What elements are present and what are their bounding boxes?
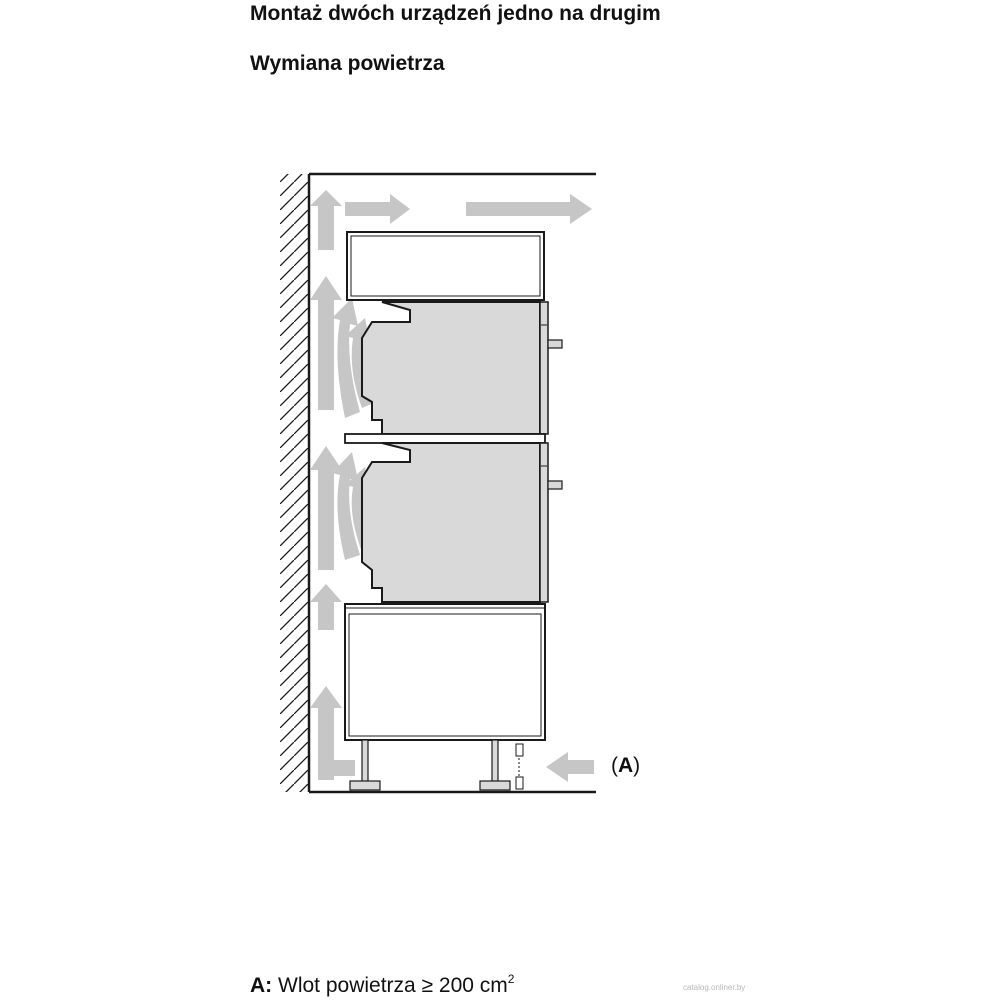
legend-text: Wlot powietrza ≥ 200 cm [278, 974, 508, 997]
lower-oven-door [540, 443, 548, 602]
top-cabinet [347, 232, 544, 300]
middle-shelf [345, 434, 545, 443]
legend-superscript: 2 [507, 972, 515, 986]
base-cabinet [345, 604, 545, 740]
section-subtitle: Wymiana powietrza [250, 52, 445, 75]
upper-oven [362, 302, 540, 434]
air-inlet-marker: (A) [611, 754, 641, 777]
upper-oven-door [540, 302, 548, 434]
page-title: Montaż dwóch urządzeń jedno na drugim [250, 2, 661, 25]
upper-oven-knob [548, 340, 562, 348]
plinth-bottom [516, 777, 523, 789]
cabinet-leg-right [492, 740, 498, 782]
lower-oven [362, 443, 540, 602]
legend-caption [250, 972, 514, 998]
plinth-top [516, 744, 523, 756]
cabinet-leg-left [362, 740, 368, 782]
legend-key: A: [250, 974, 273, 997]
watermark: catalog.onliner.by [683, 983, 746, 992]
wall-hatch [280, 174, 308, 792]
lower-oven-knob [548, 481, 562, 489]
air-inlet-marker-letter: A [618, 754, 634, 777]
